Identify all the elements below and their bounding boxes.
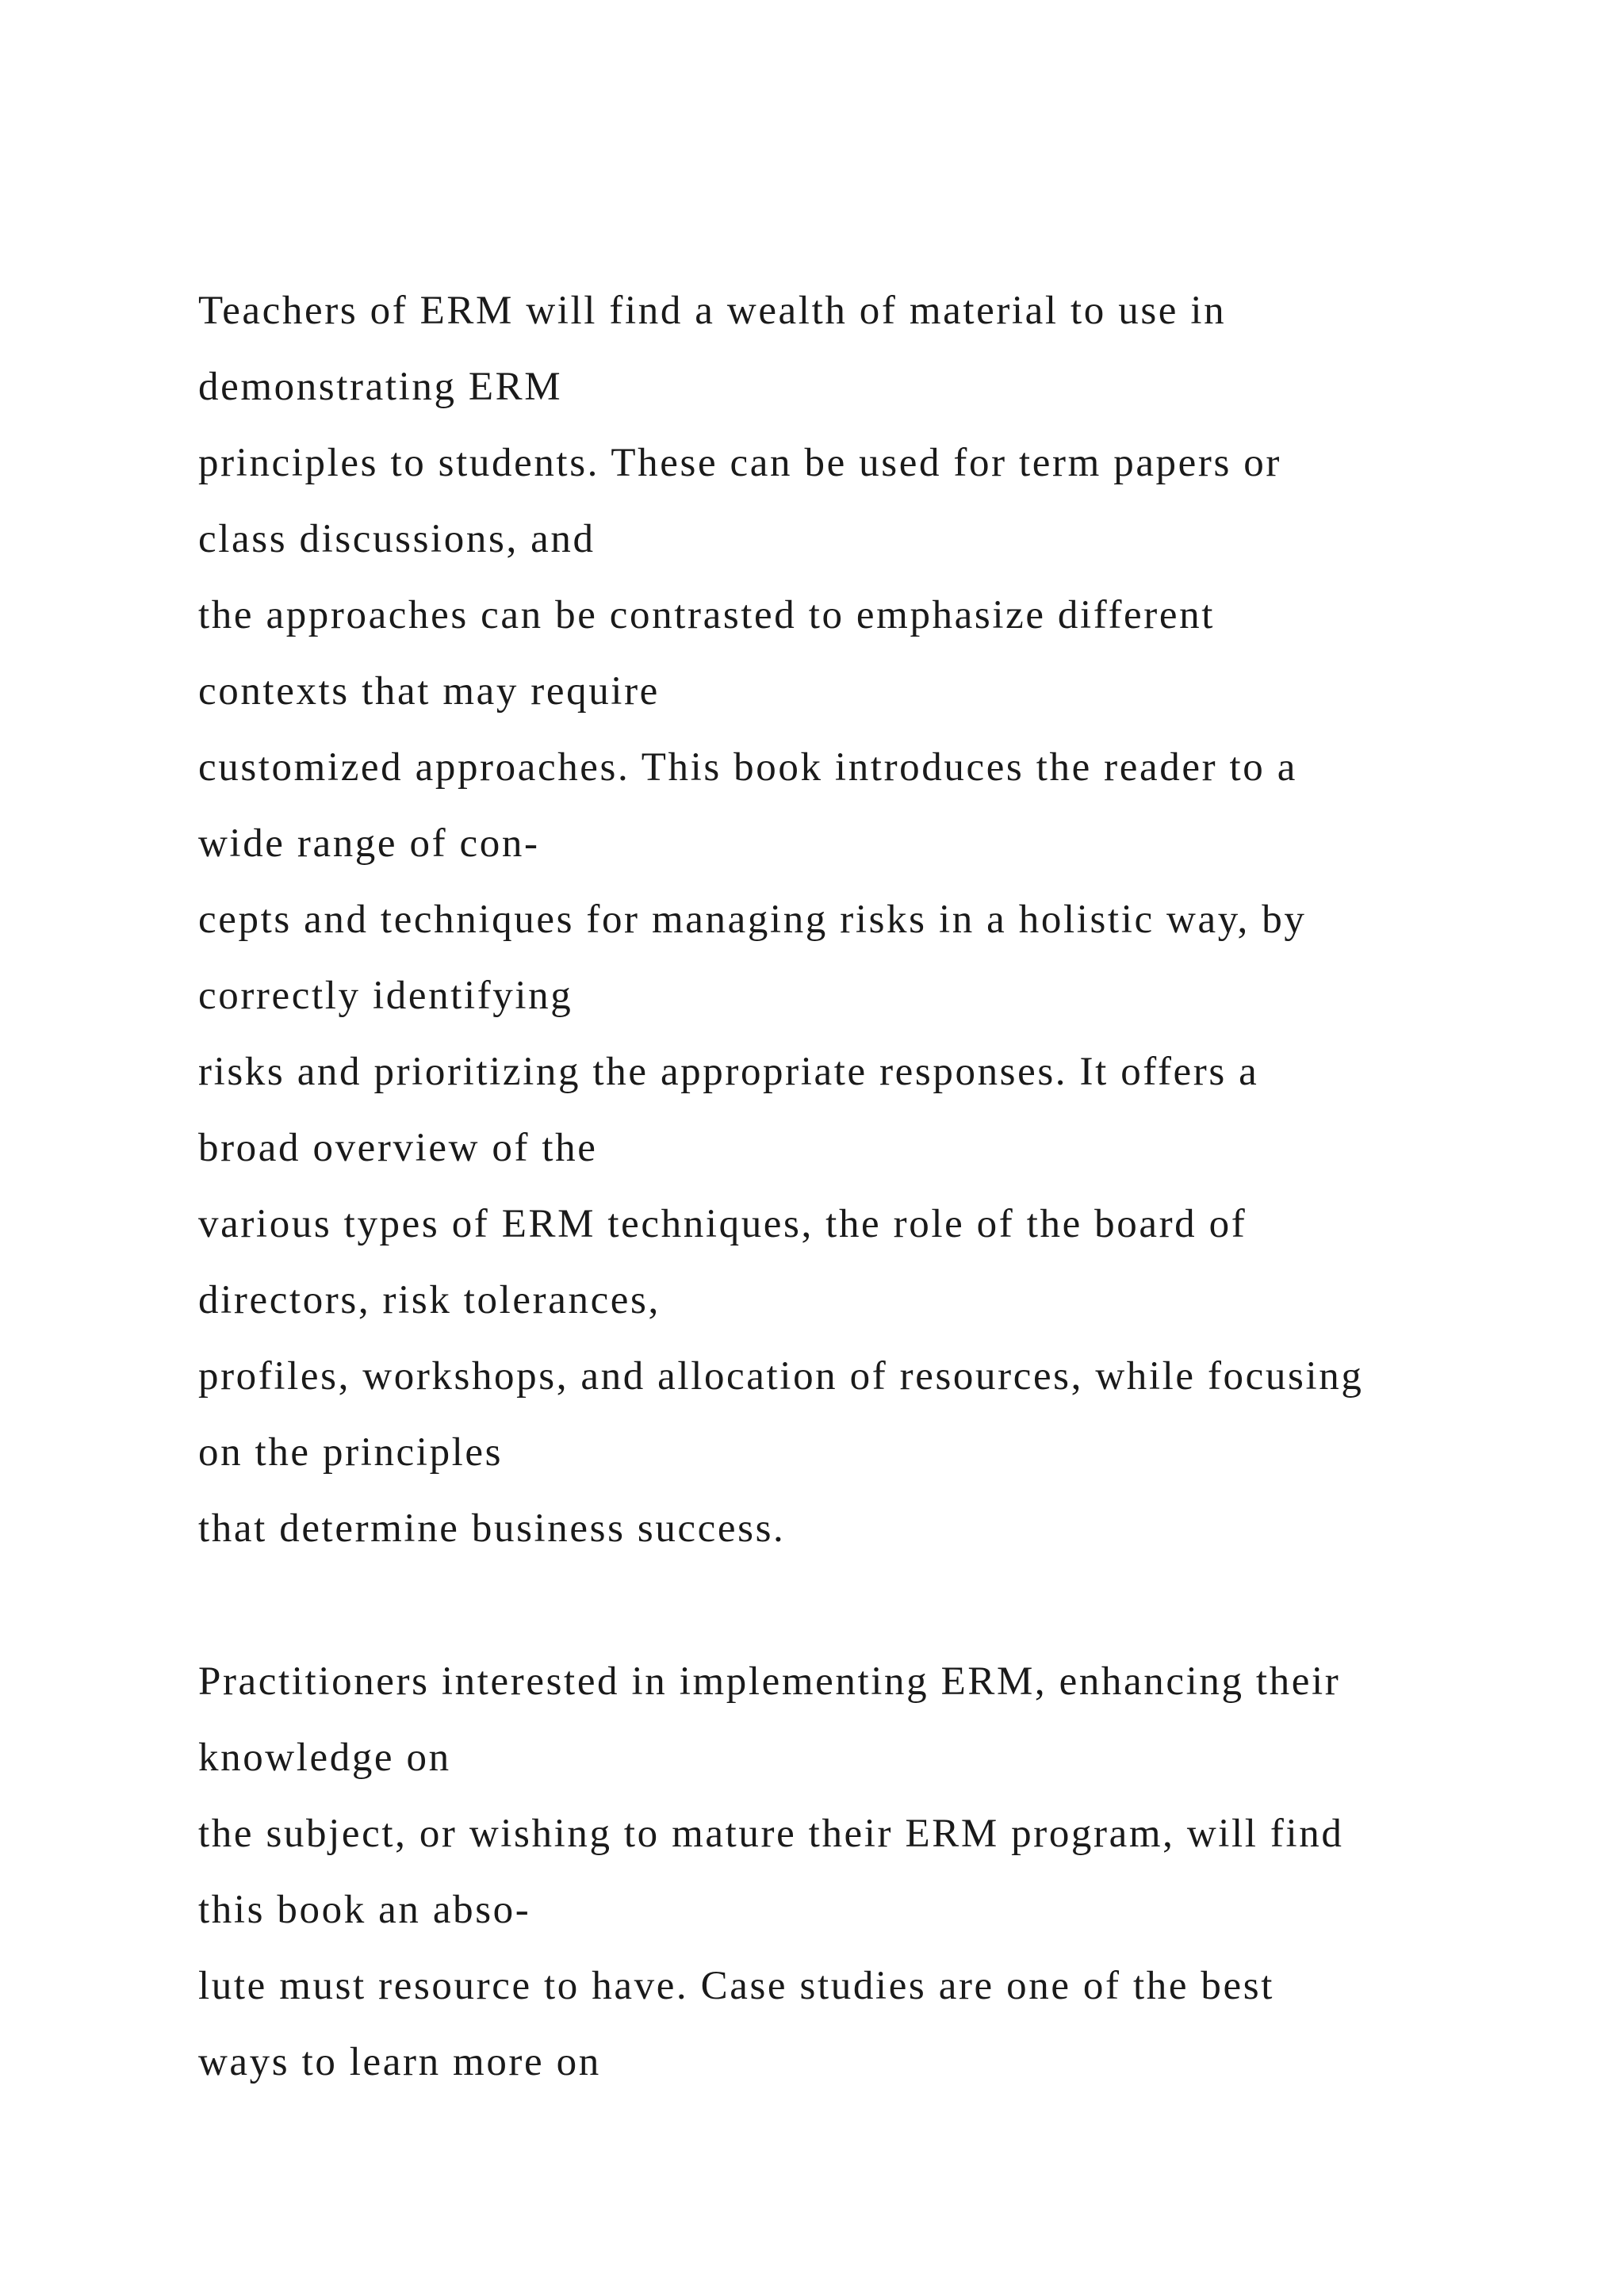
text-line: principles to students. These can be used for term papers or [198,441,1281,485]
text-line: the approaches can be contrasted to emphasize different [198,593,1215,637]
text-line: correctly identifying [198,974,573,1018]
text-line: ways to learn more on [198,2040,601,2084]
text-line: broad overview of the [198,1126,598,1170]
text-line: class discussions, and [198,517,596,561]
text-line: profiles, workshops, and allocation of resources, while focusing [198,1354,1364,1399]
text-line: lute must resource to have. Case studies are one of the best [198,1964,1274,2008]
text-line: customized approaches. This book introduces the reader to a [198,745,1297,790]
text-line: cepts and techniques for managing risks in a holistic way, by [198,897,1307,942]
text-line: risks and prioritizing the appropriate responses. It offers a [198,1050,1259,1094]
text-line: knowledge on [198,1735,451,1780]
text-line: Teachers of ERM will find a wealth of material to use in [198,289,1227,333]
text-line: various types of ERM techniques, the role of the board of [198,1202,1247,1246]
text-line: contexts that may require [198,669,660,714]
text-line: demonstrating ERM [198,365,563,409]
text-line: on the principles [198,1430,504,1475]
text-line: wide range of con- [198,821,540,866]
text-line: directors, risk tolerances, [198,1278,661,1322]
text-line: that determine business success. [198,1506,786,1551]
text-line: this book an abso- [198,1888,531,1932]
text-line: the subject, or wishing to mature their ERM program, will find [198,1812,1344,1856]
text-line: Practitioners interested in implementing ERM, enhancing their [198,1659,1341,1704]
paragraph-practitioners [198,1644,1546,2100]
paragraph-teachers [198,273,1546,1567]
